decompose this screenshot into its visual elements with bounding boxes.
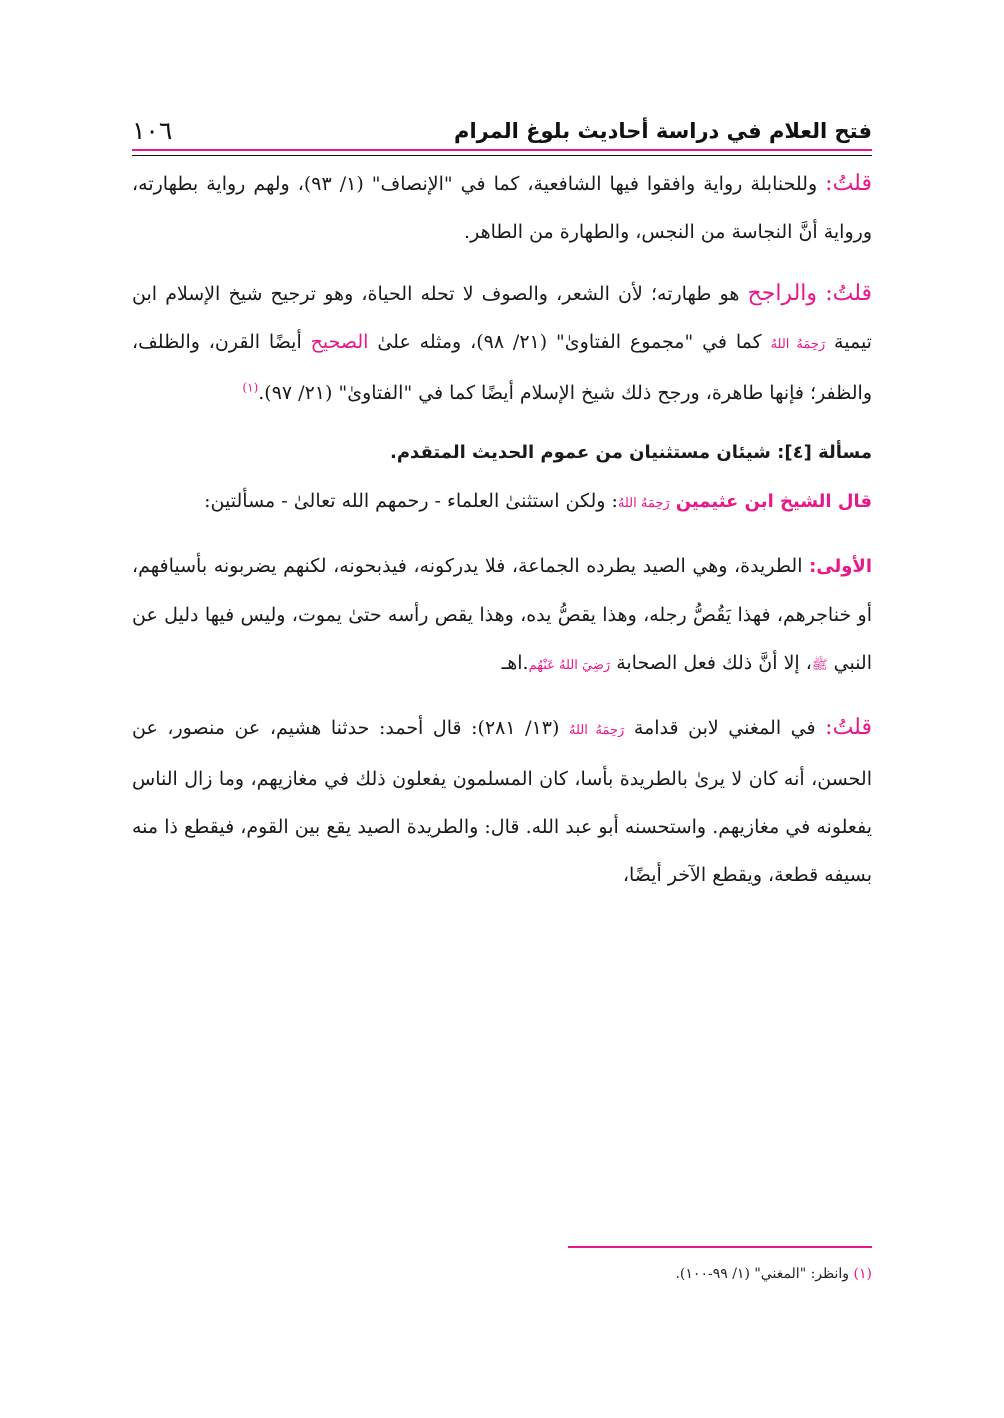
paragraph-text: ، إلا أنَّ ذلك فعل الصحابة xyxy=(616,652,812,674)
lead-word: قلتُ: xyxy=(825,281,873,306)
paragraph-3 xyxy=(132,477,872,528)
speaker-name: قال الشيخ ابن عثيمين xyxy=(675,491,872,512)
paragraph-text: كما في "مجموع الفتاوىٰ" (٢١/ ٩٨)، ومثله علىٰ xyxy=(377,331,762,353)
footnote xyxy=(132,1262,872,1286)
honorific: ﷺ xyxy=(811,658,828,673)
heading-label: مسألة [٤]: xyxy=(777,442,872,463)
page-number: ١٠٦ xyxy=(132,116,173,145)
paragraph-4 xyxy=(132,542,872,690)
footnote-separator xyxy=(568,1246,872,1248)
page-header xyxy=(132,108,872,148)
paragraph-text: .اهـ xyxy=(501,652,529,674)
paragraph-2 xyxy=(132,270,872,417)
paragraph-5 xyxy=(132,704,872,899)
honorific: رَحِمَهُ اللهُ xyxy=(569,723,625,738)
paragraph-text: أيضًا القرن، والظلف، والظفر؛ فإنها طاهرة، ورجح ذلك شيخ الإسلام أيضًا كما في "الفتاوىٰ" (٢١/ ٩٧). xyxy=(132,331,872,404)
paragraph-text: الطريدة، وهي الصيد يطرده الجماعة، فلا يدركونه، فيذبحونه، لكنهم يضربونه بأسيافهم، أو خناجرهم، فهذا يَقُصُّ رجله، وهذا يقصُّ يده، وهذا يقص رأسه حتىٰ يموت، وليس فيها دليل عن النبي xyxy=(132,555,872,674)
paragraph-1 xyxy=(132,160,872,256)
emphasis-word: الصحيح xyxy=(310,331,369,353)
lead-word: قلتُ: xyxy=(825,715,872,740)
paragraph-text: : ولكن استثنىٰ العلماء - رحمهم الله تعالىٰ - مسألتين: xyxy=(204,490,618,512)
emphasis-word: والراجح xyxy=(747,281,818,306)
honorific: رَضِيَ اللهُ عَنْهُم xyxy=(528,658,611,673)
footnote-number: (١) xyxy=(853,1266,872,1282)
honorific: رَحِمَهُ اللهُ xyxy=(617,496,670,511)
lead-word: الأولى: xyxy=(809,556,872,577)
paragraph-text: (١٣/ ٢٨١): قال أحمد: حدثنا هشيم، عن منصور، عن الحسن، أنه كان لا يرىٰ بالطريدة بأسا، كان المسلمون يفعلون ذلك في مغازيهم، وما زال الناس يفعلونه في مغازيهم. واستحسنه أبو عبد الله. قال: والطريدة الصيد يقع بين القوم، فيقطع ذا منه بسيفه قطعة، ويقطع الآخر أيضًا، xyxy=(132,717,872,886)
paragraph-text: في المغني لابن قدامة xyxy=(633,717,816,739)
footnote-reference[interactable]: (١) xyxy=(242,380,259,395)
paragraph-text: وللحنابلة رواية وافقوا فيها الشافعية، كما في "الإنصاف" (١/ ٩٣)، ولهم رواية بطهارته، ورواية أنَّ النجاسة من النجس، والطهارة من الطاهر. xyxy=(132,173,872,243)
running-title: فتح العلام في دراسة أحاديث بلوغ المرام xyxy=(454,119,872,143)
header-rule-black xyxy=(132,155,872,156)
section-heading xyxy=(132,429,872,477)
header-rule-pink xyxy=(132,149,872,151)
footnote-text: وانظر: "المغني" (١/ ٩٩-١٠٠). xyxy=(675,1266,850,1282)
honorific: رَحِمَهُ اللهُ xyxy=(770,337,826,352)
paragraph-text: هو طهارته؛ لأن الشعر، والصوف لا تحله الحياة، وهو ترجيح شيخ الإسلام ابن تيمية xyxy=(132,283,872,353)
heading-text: شيئان مستثنيان من عموم الحديث المتقدم. xyxy=(390,442,771,463)
lead-word: قلتُ: xyxy=(825,171,872,196)
page-body xyxy=(132,160,872,899)
